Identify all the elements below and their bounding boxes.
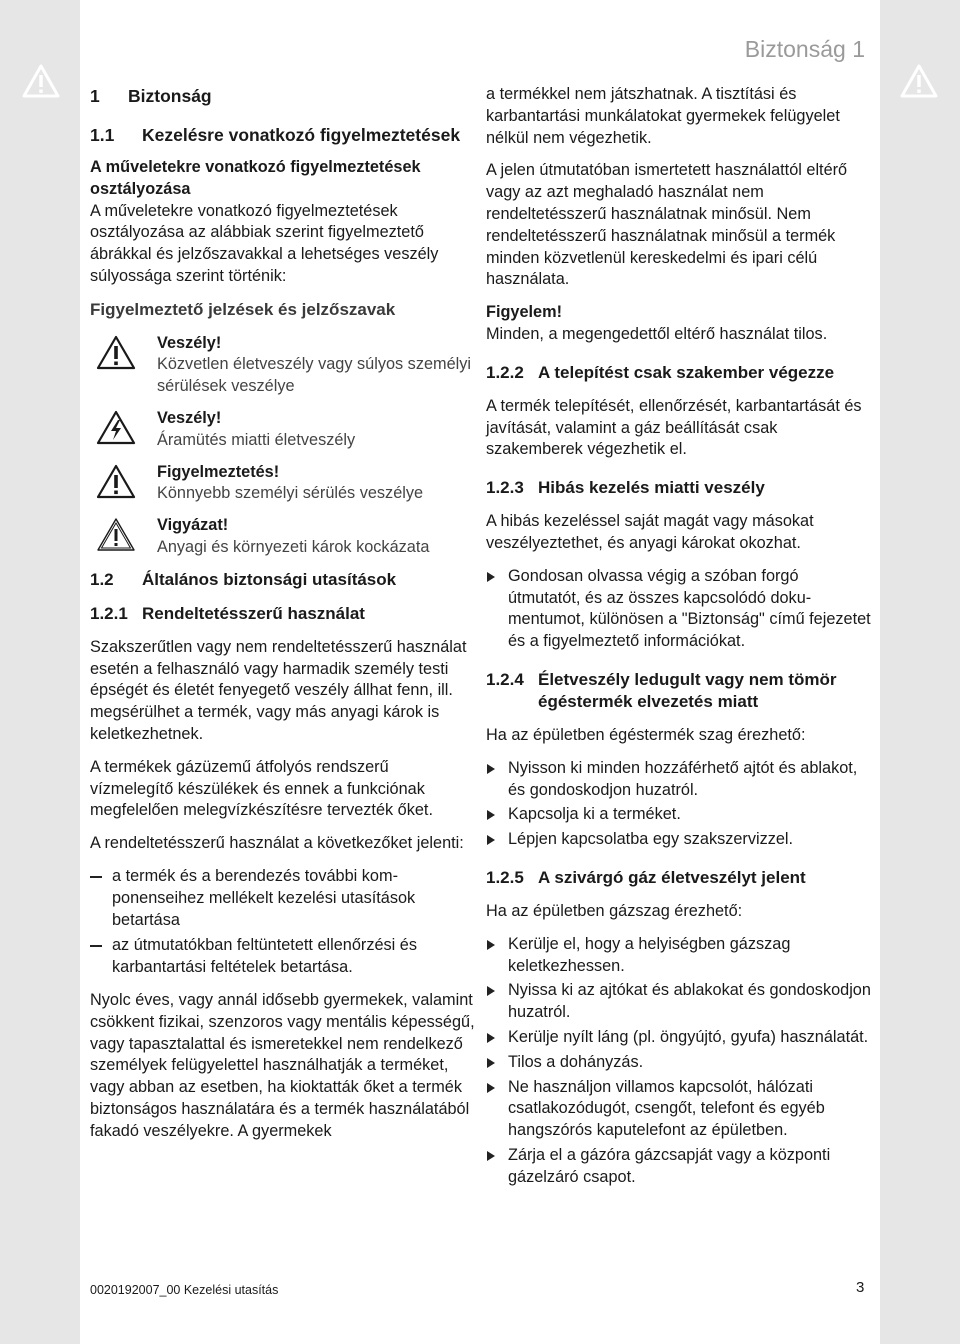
arrow-bullet-icon xyxy=(487,572,495,582)
warning-item-electric: Veszély! Áramütés miatti életveszély xyxy=(90,408,476,452)
dash-bullet xyxy=(90,876,102,878)
arrow-bullet-icon xyxy=(487,940,495,950)
section-1-2-3-heading: 1.2.3 Hibás kezelés miatti veszély xyxy=(486,478,765,498)
section-1-heading: 1 Biztonság xyxy=(90,86,212,106)
warning-item-danger: Veszély! Közvetlen életveszély vagy súlyos személyi sérülések veszélye xyxy=(90,333,476,398)
arrow-bullet-icon xyxy=(487,986,495,996)
warning-triangle-icon xyxy=(96,335,136,371)
misoperation-text: A hibás kezeléssel saját magát vagy másokat veszélyeztethet, és anyagi károkat okozhat. xyxy=(486,512,814,552)
intended-use-list xyxy=(90,866,476,979)
list-item: az útmutatókban feltüntetett ellenőrzési és karbantartási feltételek betartása. xyxy=(90,935,476,979)
arrow-bullet-icon xyxy=(487,1151,495,1161)
warning-signs-heading: Figyelmeztető jelzések és jelzőszavak xyxy=(90,299,396,319)
list-item: Lépjen kapcsolatba egy szakszervizzel. xyxy=(486,829,872,851)
section-1-1-heading: 1.1 Kezelésre vonatkozó figyelmeztetések xyxy=(90,125,461,145)
intended-use-para-3: A rendeltetésszerű használat a következőket jelenti: xyxy=(90,834,464,853)
classification-heading: A műveletekre vonatkozó figyelmeztetések osztályozása xyxy=(90,158,421,198)
flue-gas-list xyxy=(486,758,872,851)
arrow-bullet-icon xyxy=(487,764,495,774)
misuse-para: A jelen útmutatóban ismertetett használattól eltérő vagy az azt meghaladó használat nem rendeltetésszerű használatnak minősül. Nem rendeltetésszerű használatnak minősül a termék minden közvetlenül kereskedelmi és ipari célú használata. xyxy=(486,161,848,289)
section-1-2-5-heading: 1.2.5 A szivárgó gáz életveszélyt jelent xyxy=(486,867,806,887)
section-1-2-2-heading: 1.2.2 A telepítést csak szakember végezze xyxy=(486,362,835,382)
list-item: Kerülje el, hogy a helyiségben gázszag keletkezhessen. xyxy=(486,934,872,978)
arrow-bullet-icon xyxy=(487,1058,495,1068)
running-header: Biztonság 1 xyxy=(744,36,865,62)
list-item: Ne használjon villamos kapcsolót, hálózati csatlakozódugót, csengőt, telefont és egyéb hangszórós kaputelefont az épületben. xyxy=(486,1077,872,1142)
left-column xyxy=(90,84,476,1153)
warning-triangle-icon xyxy=(96,464,136,500)
warning-item-attention: Vigyázat! Anyagi és környezeti károk kockázata xyxy=(90,515,476,559)
attention-text: Minden, a megengedettől eltérő használat tilos. xyxy=(486,324,828,343)
flue-gas-text: Ha az épületben égéstermék szag érezhető: xyxy=(486,725,806,744)
gas-leak-list xyxy=(486,934,872,1189)
list-item: Kapcsolja ki a terméket. xyxy=(486,804,872,826)
right-margin-band xyxy=(880,0,960,1344)
intended-use-para-2: A termékek gázüzemű átfolyós rendszerű vízmelegítő készülékek és ennek a funkciónak megfelelően melegvízkészítésre tervezték őket. xyxy=(90,757,433,820)
section-1-2-1-heading: 1.2.1 Rendeltetésszerű használat xyxy=(90,603,365,623)
warning-triangle-icon xyxy=(22,63,60,99)
section-1-2-heading: 1.2 Általános biztonsági utasítások xyxy=(90,569,397,589)
footer-document-id: 0020192007_00 Kezelési utasítás xyxy=(90,1283,279,1297)
misoperation-list xyxy=(486,566,872,653)
children-continued-para: a termékkel nem játszhatnak. A tisztítási és karbantartási munkálatokat gyermekek felügyelet nélkül nem végezhetik. xyxy=(486,85,840,147)
list-item: Nyissa ki az ajtókat és ablakokat és gondoskodjon huzatról. xyxy=(486,980,872,1024)
right-column xyxy=(486,84,872,1199)
classification-text: A műveletekre vonatkozó figyelmeztetések osztályozása az alábbiak szerint figyelmeztető ábrákkal és jelzőszavakkal a lehetséges veszély súlyossága szerint történik: xyxy=(90,201,439,285)
children-use-para: Nyolc éves, vagy annál idősebb gyermekek, valamint csökkent fizikai, szenzoros vagy mentális képességű, vagy tapasztalattal és ismeretekkel nem rendelkező személyek felügyelettel használhatják a terméket, vagy abban az esetben, ha kioktatták őket a termék biztonságos használatára és a termék használatából fakadó veszélyekre. A gyermekek xyxy=(90,990,475,1140)
warning-triangle-icon xyxy=(900,63,938,99)
dash-bullet xyxy=(90,945,102,947)
page-number: 3 xyxy=(856,1279,865,1296)
list-item: Nyisson ki minden hozzáférhető ajtót és ablakot, és gondoskodjon huzatról. xyxy=(486,758,872,802)
section-1-2-4-heading: 1.2.4 Életveszély ledugult vagy nem tömör égéstermék elvezetés miatt xyxy=(486,669,837,711)
list-item: Tilos a dohányzás. xyxy=(486,1052,872,1074)
arrow-bullet-icon xyxy=(487,835,495,845)
list-item: a termék és a berendezés további komponenseihez mellékelt kezelési utasítások betartása xyxy=(90,866,476,931)
electric-shock-icon xyxy=(96,410,136,446)
list-item: Gondosan olvassa végig a szóban forgó útmutatót, és az összes kapcsolódó dokumentumot, különösen a "Biztonság" című fejezetet és a figyelmeztető információkat. xyxy=(486,566,872,653)
list-item: Kerülje nyílt láng (pl. öngyújtó, gyufa) használatát. xyxy=(486,1027,872,1049)
warning-triangle-outline-icon xyxy=(96,517,136,553)
list-item: Zárja el a gázóra gázcsapját vagy a központi gázelzáró csapot. xyxy=(486,1145,872,1189)
installation-text: A termék telepítését, ellenőrzését, karbantartását és javítását, valamint a gáz beállítását csak szakemberek végezhetik el. xyxy=(486,396,862,459)
arrow-bullet-icon xyxy=(487,810,495,820)
attention-label: Figyelem! xyxy=(486,303,563,322)
arrow-bullet-icon xyxy=(487,1083,495,1093)
gas-leak-text: Ha az épületben gázszag érezhető: xyxy=(486,901,743,920)
intended-use-para-1: Szakszerűtlen vagy nem rendeltetésszerű használat esetén a felhasználó vagy harmadik személy testi épségét és életét fenyegető veszély állhat fenn, ill. megsérülhet a termék, vagy más anyagi károk is keletkezhetnek. xyxy=(90,637,467,743)
arrow-bullet-icon xyxy=(487,1033,495,1043)
warning-item-caution: Figyelmeztetés! Könnyebb személyi sérülés veszélye xyxy=(90,462,476,506)
left-margin-band xyxy=(0,0,80,1344)
